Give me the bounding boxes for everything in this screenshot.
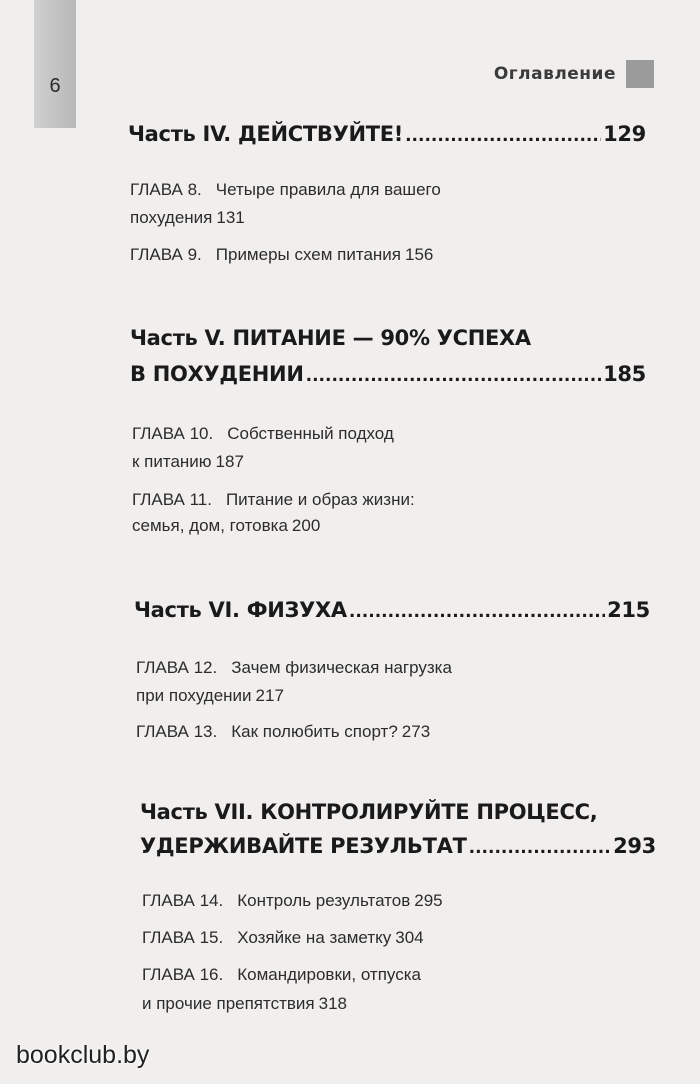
toc-part-title: Часть VI. ФИЗУХА (134, 598, 347, 622)
toc-chapter-title: и прочие препятствия (142, 994, 315, 1013)
toc-chapter-label: ГЛАВА 8. (130, 180, 202, 199)
running-head-square (626, 60, 654, 88)
toc-part-title: Часть VII. КОНТРОЛИРУЙТЕ ПРОЦЕСС, (140, 800, 598, 824)
toc-part-page: 129 (603, 122, 646, 146)
site-watermark: bookclub.by (16, 1041, 150, 1069)
toc-part-page: 215 (607, 598, 650, 622)
dot-leader (349, 602, 605, 622)
toc-part-line (128, 122, 646, 146)
dot-leader (405, 126, 601, 146)
toc-chapter-line (142, 965, 421, 985)
toc-chapter-title: Как полюбить спорт? (231, 722, 398, 741)
toc-chapter-page: 273 (401, 722, 431, 741)
page-number-tab (34, 0, 76, 128)
toc-chapter-title: похудения (130, 208, 213, 227)
toc-chapter-label: ГЛАВА 10. (132, 424, 214, 443)
toc-part-page: 185 (603, 362, 646, 386)
toc-chapter-title: Хозяйке на заметку (237, 928, 392, 947)
toc-chapter-label: ГЛАВА 11. (132, 490, 212, 509)
toc-part-line (140, 834, 656, 858)
toc-chapter-title: Контроль результатов (237, 891, 411, 910)
toc-part-line (130, 362, 646, 386)
toc-part-title: Часть V. ПИТАНИЕ — 90% УСПЕХА (130, 326, 531, 350)
toc-chapter-title: к питанию (132, 452, 212, 471)
toc-part-title: УДЕРЖИВАЙТЕ РЕЗУЛЬТАТ (140, 834, 467, 858)
toc-chapter-page: 200 (291, 516, 321, 535)
toc-chapter-label: ГЛАВА 9. (130, 245, 202, 264)
toc-chapter-page: 156 (405, 245, 434, 264)
toc-chapter-page: 304 (395, 928, 424, 947)
toc-part-line (134, 598, 650, 622)
toc-chapter-title: Командировки, отпуска (237, 965, 421, 984)
running-title: Оглавление (493, 64, 616, 84)
dot-leader (306, 366, 601, 386)
toc-part-line (130, 326, 531, 350)
toc-chapter-line (132, 490, 415, 510)
toc-chapter-label: ГЛАВА 15. (142, 928, 224, 947)
toc-chapter-label: ГЛАВА 13. (136, 722, 218, 741)
toc-chapter-page: 295 (414, 891, 443, 910)
toc-chapter-title: Примеры схем питания (215, 245, 401, 264)
running-head (494, 60, 654, 88)
toc-chapter-page: 131 (216, 208, 245, 227)
toc-chapter-page: 318 (318, 994, 348, 1013)
toc-chapter-line (136, 658, 452, 678)
toc-chapter-title: семья, дом, готовка (132, 516, 288, 535)
toc-part-title: В ПОХУДЕНИИ (130, 362, 304, 386)
toc-part-line (140, 800, 597, 824)
dot-leader (469, 838, 611, 858)
toc-chapter-line (130, 180, 441, 200)
toc-chapter-page: 187 (215, 452, 244, 471)
toc-part-page: 293 (613, 834, 656, 858)
page-number: 6 (49, 75, 61, 97)
toc-chapter-label: ГЛАВА 12. (136, 658, 218, 677)
toc-chapter-title: при похудении (136, 686, 252, 705)
toc-chapter-page: 217 (255, 686, 284, 705)
toc-chapter-label: ГЛАВА 16. (142, 965, 224, 984)
toc-part-title: Часть IV. ДЕЙСТВУЙТЕ! (128, 122, 404, 146)
toc-chapter-title: Питание и образ жизни: (225, 490, 415, 509)
toc-chapter-line (132, 424, 394, 444)
toc-chapter-title: Собственный подход (227, 424, 394, 443)
toc-chapter-label: ГЛАВА 14. (142, 891, 224, 910)
toc-chapter-title: Зачем физическая нагрузка (231, 658, 452, 677)
toc-chapter-title: Четыре правила для вашего (215, 180, 441, 199)
